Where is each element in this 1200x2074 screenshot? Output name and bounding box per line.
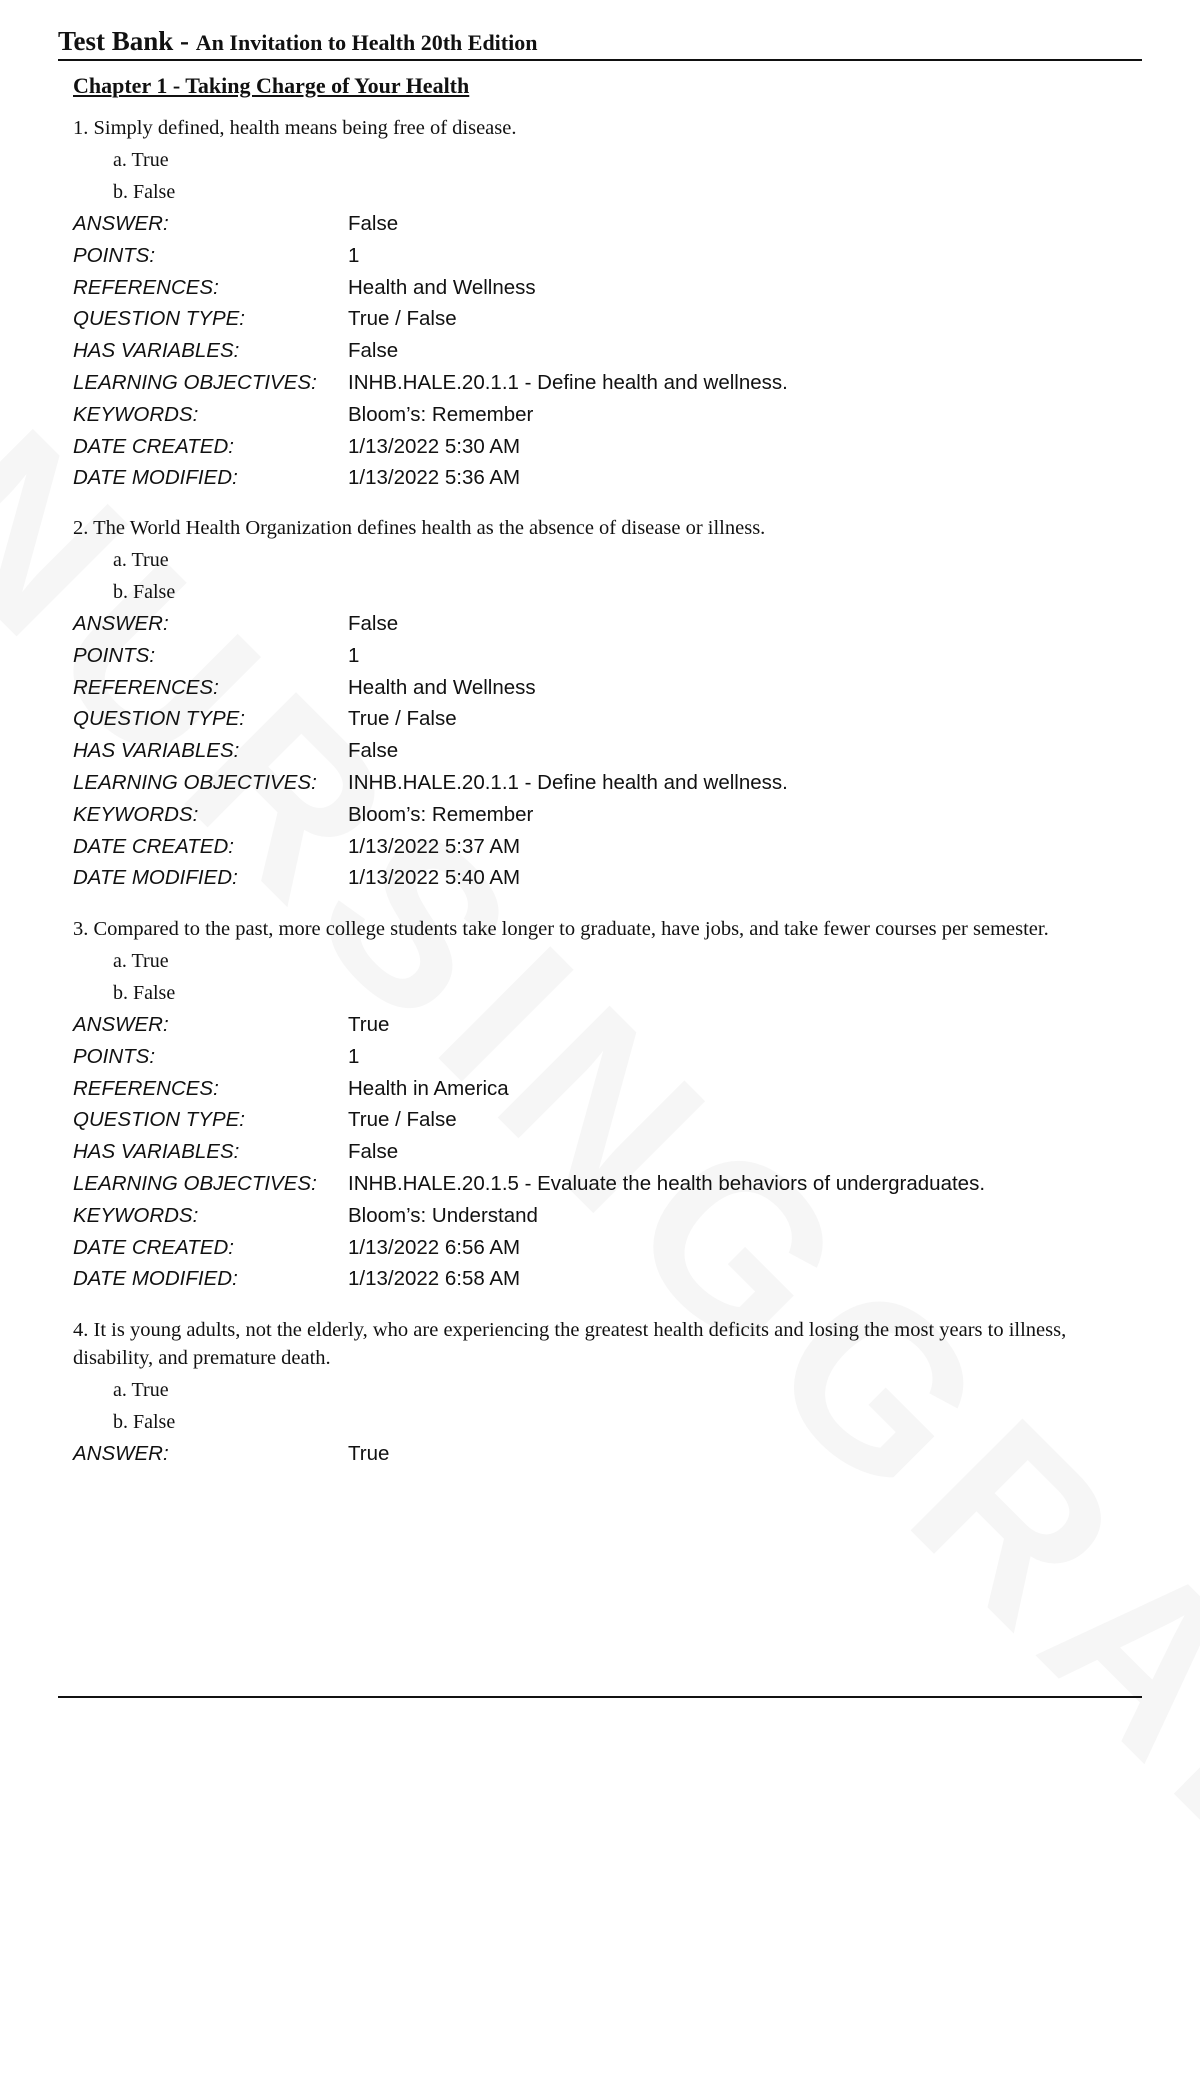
learning-objectives-row [73, 1168, 1143, 1200]
keywords-value: Bloom’s: Remember [348, 802, 534, 826]
option-true: a. True [113, 950, 169, 972]
question-type-value: True / False [348, 1108, 457, 1132]
answer-row [73, 1009, 1143, 1041]
question-type-row [73, 303, 1143, 335]
option-true: a. True [113, 549, 169, 571]
question-text: 2. The World Health Organization defines health as the absence of disease or illness. [73, 517, 766, 539]
chapter-title: Chapter 1 - Taking Charge of Your Health [73, 73, 470, 98]
keywords-label: KEYWORDS: [73, 402, 199, 426]
learning-objectives-value: INHB.HALE.20.1.1 - Define health and wellness. [348, 770, 788, 794]
date-created-row [73, 1232, 1143, 1264]
question-2 [73, 514, 1143, 894]
learning-objectives-label: LEARNING OBJECTIVES: [73, 370, 317, 394]
references-label: REFERENCES: [73, 275, 219, 299]
keywords-value: Bloom’s: Understand [348, 1203, 538, 1227]
date-modified-label: DATE MODIFIED: [73, 466, 238, 490]
answer-row [73, 608, 1143, 640]
points-row [73, 240, 1143, 272]
has-variables-value: False [348, 339, 399, 363]
option-true: a. True [113, 1379, 169, 1401]
answer-label: ANSWER: [73, 612, 169, 635]
references-row [73, 272, 1143, 304]
references-row [73, 1073, 1143, 1105]
date-modified-label: DATE MODIFIED: [73, 1267, 238, 1291]
has-variables-value: False [348, 1140, 399, 1164]
keywords-row [73, 1200, 1143, 1232]
date-modified-value: 1/13/2022 5:40 AM [348, 866, 521, 890]
question-type-row [73, 703, 1143, 735]
learning-objectives-value: INHB.HALE.20.1.5 - Evaluate the health behaviors of undergraduates. [348, 1171, 986, 1195]
references-row [73, 672, 1143, 704]
answer-row [73, 208, 1143, 240]
answer-value: False [348, 612, 399, 635]
date-created-row [73, 431, 1143, 463]
keywords-label: KEYWORDS: [73, 1203, 199, 1227]
answer-label: ANSWER: [73, 212, 169, 235]
has-variables-row [73, 335, 1143, 367]
answer-value: False [348, 212, 399, 235]
learning-objectives-label: LEARNING OBJECTIVES: [73, 770, 317, 794]
question-type-value: True / False [348, 707, 457, 731]
references-value: Health and Wellness [348, 675, 536, 699]
question-type-value: True / False [348, 307, 457, 331]
option-false: b. False [113, 581, 176, 603]
page-header [58, 26, 1142, 61]
date-modified-row [73, 1263, 1143, 1295]
question-type-label: QUESTION TYPE: [73, 707, 245, 731]
footer-rule [58, 1696, 1142, 1698]
keywords-row [73, 799, 1143, 831]
date-created-label: DATE CREATED: [73, 434, 234, 458]
has-variables-row [73, 1136, 1143, 1168]
answer-row [73, 1438, 1143, 1470]
date-created-row [73, 831, 1143, 863]
has-variables-label: HAS VARIABLES: [73, 339, 240, 363]
answer-label: ANSWER: [73, 1442, 169, 1465]
points-label: POINTS: [73, 243, 156, 267]
question-text: 3. Compared to the past, more college students take longer to graduate, have jobs, and take fewer courses per semester. [73, 918, 1049, 940]
date-created-label: DATE CREATED: [73, 834, 234, 858]
date-modified-value: 1/13/2022 6:58 AM [348, 1267, 521, 1291]
points-value: 1 [348, 1044, 360, 1068]
question-1 [73, 114, 1143, 494]
answer-value: True [348, 1013, 390, 1036]
date-modified-label: DATE MODIFIED: [73, 866, 238, 890]
question-text: 4. It is young adults, not the elderly, who are experiencing the greatest health deficits and losing the most years to illness, disability, and premature death. [73, 1319, 1067, 1369]
learning-objectives-label: LEARNING OBJECTIVES: [73, 1171, 317, 1195]
points-label: POINTS: [73, 643, 156, 667]
points-label: POINTS: [73, 1044, 156, 1068]
keywords-label: KEYWORDS: [73, 802, 199, 826]
references-value: Health in America [348, 1076, 509, 1100]
date-created-value: 1/13/2022 5:30 AM [348, 434, 521, 458]
points-value: 1 [348, 243, 360, 267]
option-false: b. False [113, 181, 176, 203]
date-created-label: DATE CREATED: [73, 1235, 234, 1259]
learning-objectives-row [73, 767, 1143, 799]
question-type-row [73, 1104, 1143, 1136]
answer-value: True [348, 1442, 390, 1465]
question-3 [73, 915, 1143, 1295]
date-created-value: 1/13/2022 6:56 AM [348, 1235, 521, 1259]
points-row [73, 1041, 1143, 1073]
has-variables-label: HAS VARIABLES: [73, 1140, 240, 1164]
points-value: 1 [348, 643, 360, 667]
option-false: b. False [113, 1411, 176, 1433]
learning-objectives-value: INHB.HALE.20.1.1 - Define health and wellness. [348, 370, 788, 394]
option-false: b. False [113, 982, 176, 1004]
keywords-row [73, 399, 1143, 431]
has-variables-row [73, 735, 1143, 767]
date-modified-row [73, 862, 1143, 894]
keywords-value: Bloom’s: Remember [348, 402, 534, 426]
date-modified-row [73, 462, 1143, 494]
references-label: REFERENCES: [73, 1076, 219, 1100]
learning-objectives-row [73, 367, 1143, 399]
references-label: REFERENCES: [73, 675, 219, 699]
question-type-label: QUESTION TYPE: [73, 1108, 245, 1132]
references-value: Health and Wellness [348, 275, 536, 299]
option-true: a. True [113, 149, 169, 171]
date-created-value: 1/13/2022 5:37 AM [348, 834, 521, 858]
has-variables-label: HAS VARIABLES: [73, 739, 240, 763]
header-subtitle: An Invitation to Health 20th Edition [195, 30, 538, 55]
question-4 [73, 1316, 1143, 1470]
answer-label: ANSWER: [73, 1013, 169, 1036]
question-type-label: QUESTION TYPE: [73, 307, 245, 331]
header-title: Test Bank - [58, 26, 196, 56]
question-text: 1. Simply defined, health means being free of disease. [73, 117, 517, 139]
points-row [73, 640, 1143, 672]
date-modified-value: 1/13/2022 5:36 AM [348, 466, 521, 490]
has-variables-value: False [348, 739, 399, 763]
